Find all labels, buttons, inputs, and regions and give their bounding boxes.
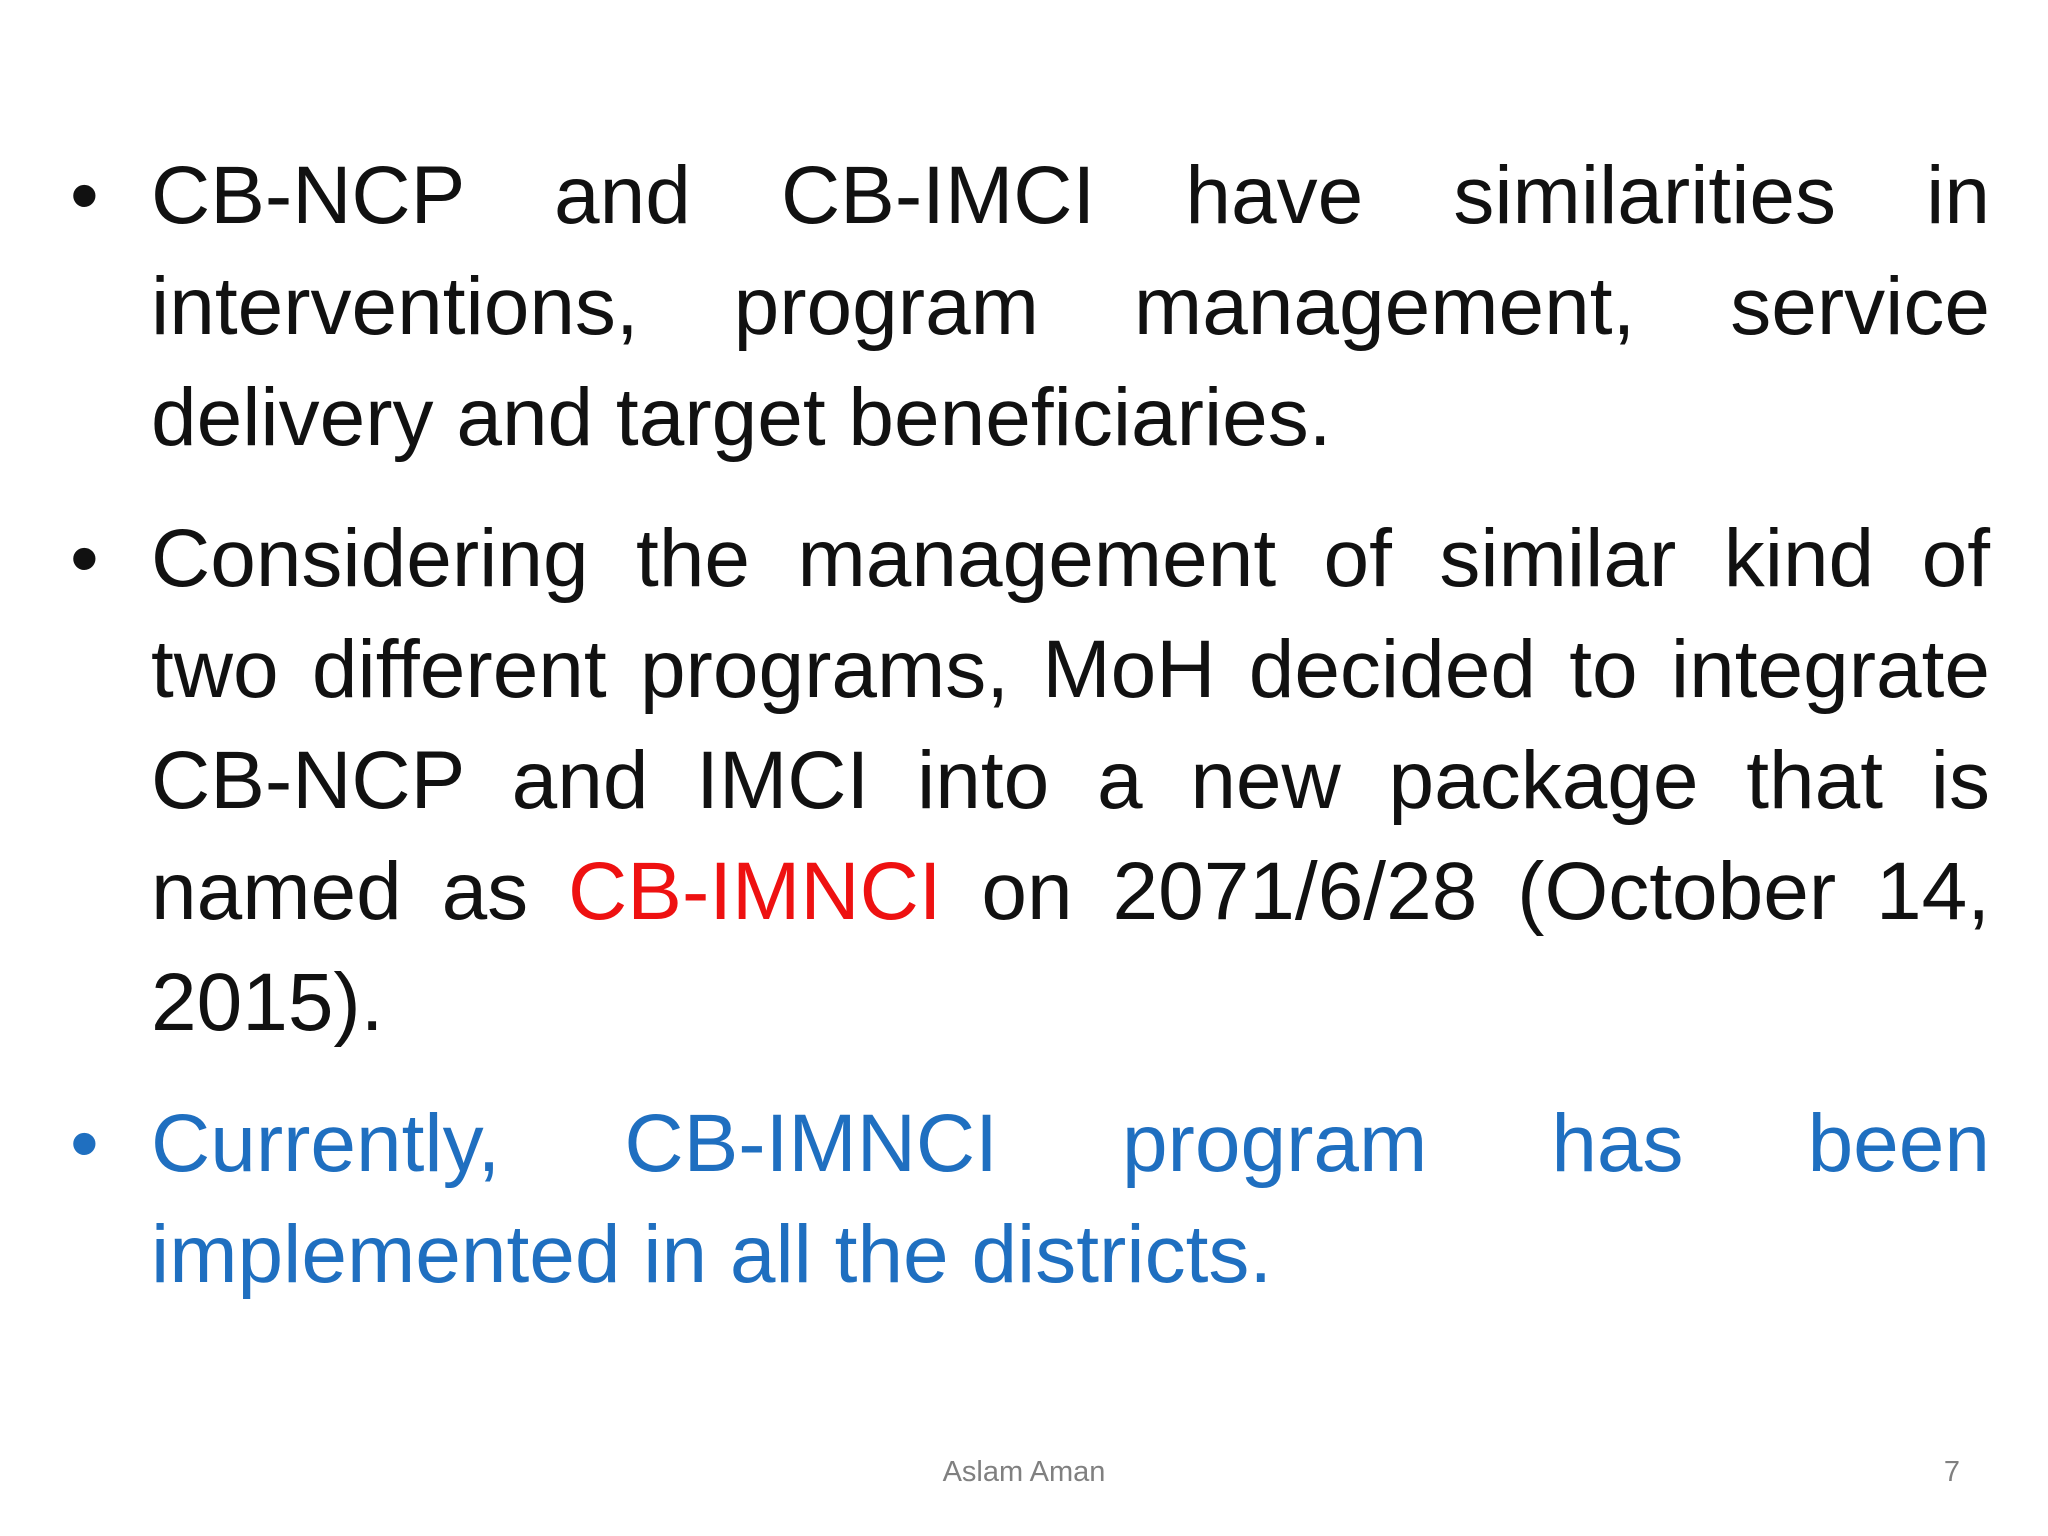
bullet-dot-icon: • (70, 150, 99, 241)
bullet-item-2 (70, 503, 1990, 1058)
footer-page-number: 7 (1943, 1456, 1960, 1488)
bullet-text-2-highlight: CB-IMNCI (568, 846, 942, 937)
bullet-text-3: Currently, CB-IMNCI program has been implemented in all the districts. (151, 1098, 1990, 1300)
bullet-text-2-end: on 2071/6/28 (October 14, 2015). (151, 846, 1990, 1048)
bullet-text-2-start: Considering the management of similar kind of two different programs, MoH decided to integrate CB-NCP and IMCI into a new package that is named as (151, 513, 1990, 937)
footer-author: Aslam Aman (942, 1456, 1106, 1488)
bullet-item-1 (70, 140, 1990, 473)
slide-content (70, 140, 1990, 1340)
bullet-item-3 (70, 1088, 1990, 1310)
bullet-text-1: CB-NCP and CB-IMCI have similarities in interventions, program management, service delivery and target beneficiaries. (151, 150, 1990, 463)
bullet-dot-icon: • (70, 513, 99, 604)
bullet-dot-icon: • (70, 1098, 99, 1189)
